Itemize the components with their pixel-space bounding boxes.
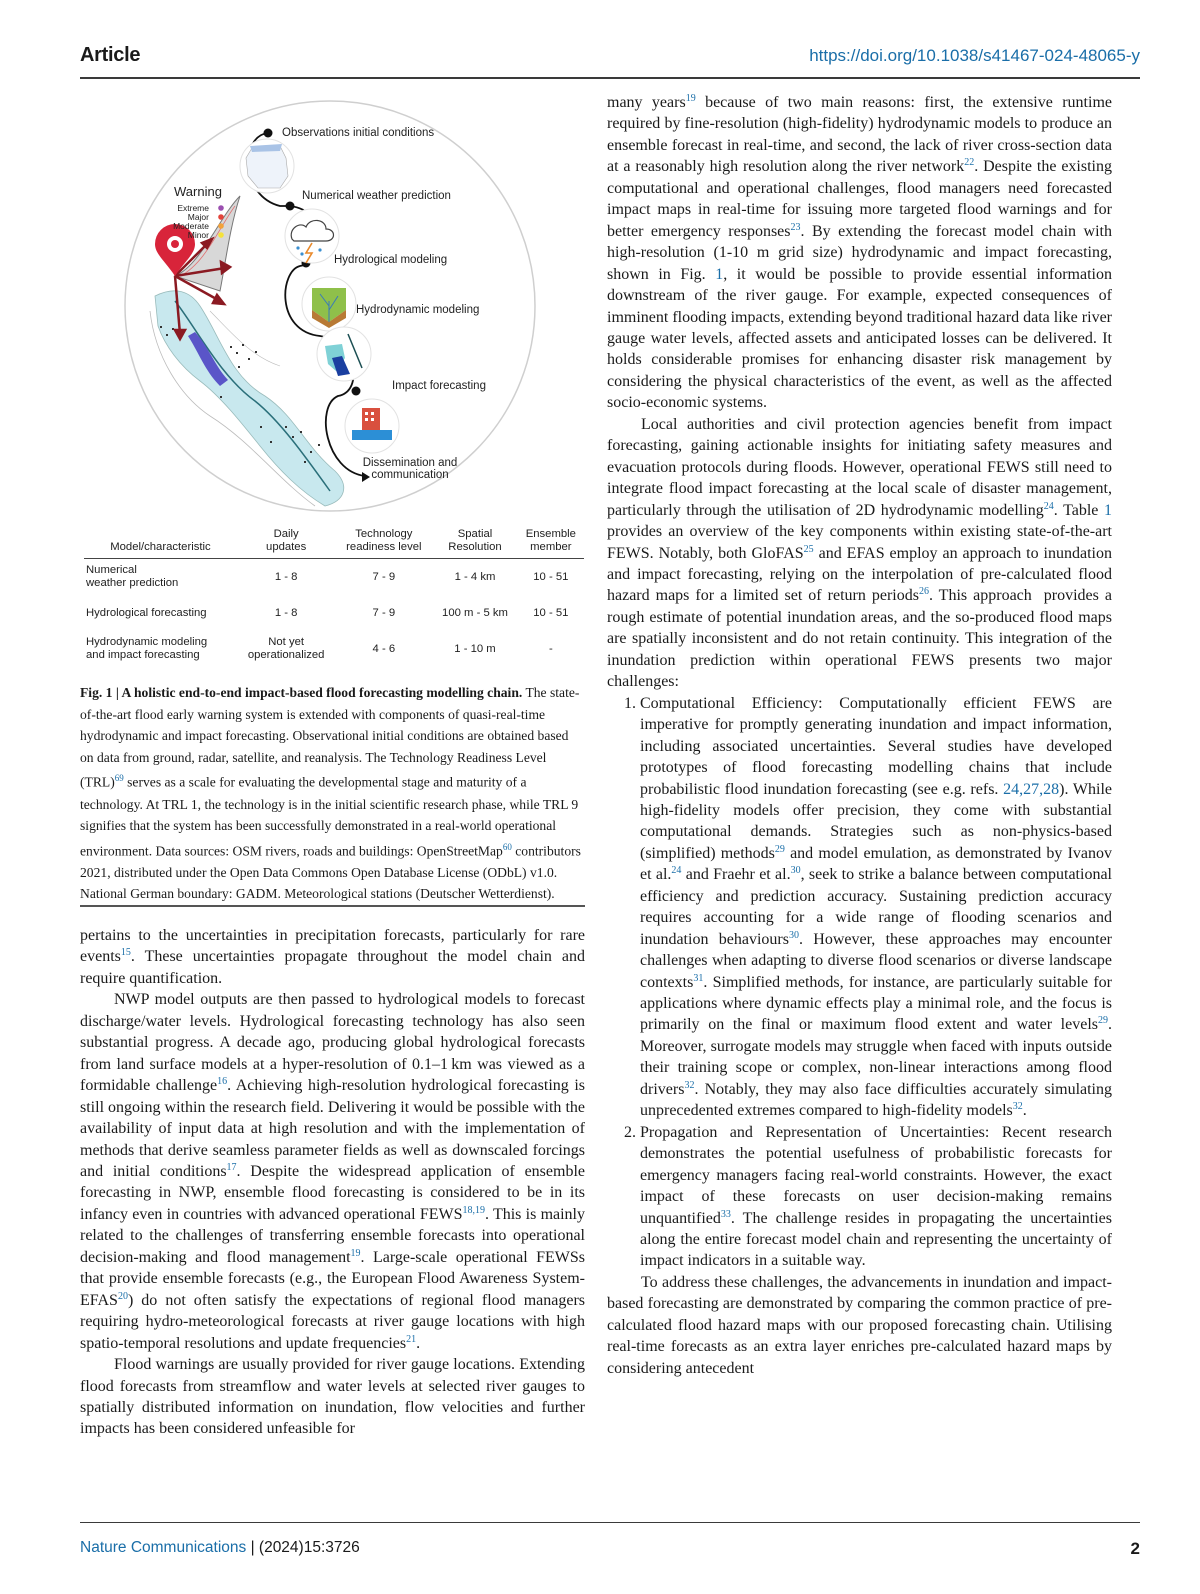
cell-ensemble: 10 - 51 — [533, 570, 569, 583]
list-item: 2. Propagation and Representation of Uncertainties: Recent research demonstrates the potential usefulness of probabilistic forecasts for emergency managers facing real-world constraints. However, the exact impact of these forecasts on user decision-making remains unquantified$^{33}$. The challenge resides in propagating the uncertainties along the entire forecast model chain and representing the uncertainty of impact indicators in a suitable way. — [640, 1122, 1112, 1272]
step-label-nwp: Numerical weather prediction — [302, 190, 451, 202]
page-header — [80, 44, 1140, 68]
step-label-impact: Impact forecasting — [392, 380, 486, 392]
footer-divider — [80, 1522, 1140, 1523]
table-row — [84, 631, 584, 667]
step-label-observations: Observations initial conditions — [282, 127, 435, 139]
citation-link[interactable]: 29 — [774, 843, 785, 855]
cell-ensemble: - — [548, 642, 553, 655]
chain-node-1-icon — [264, 129, 273, 138]
warning-level-minor: Minor — [187, 230, 209, 240]
table-link[interactable]: 1 — [1104, 501, 1113, 519]
doi-link[interactable]: https://doi.org/10.1038/s41467-024-48065-y — [809, 46, 1140, 65]
citation-link[interactable]: 32 — [684, 1079, 695, 1091]
left-column-body — [80, 925, 585, 1440]
warning-dot-extreme-icon — [218, 205, 224, 211]
journal-name-link[interactable]: Nature Communications — [80, 1539, 247, 1556]
cell-daily-updates: 1 - 8 — [274, 606, 298, 619]
warning-level-extreme: Extreme — [177, 203, 209, 213]
citation-link[interactable]: 60 — [502, 841, 512, 852]
citation-link[interactable]: 24 — [1043, 500, 1054, 512]
citation-link[interactable]: 15 — [120, 947, 131, 959]
citation-link[interactable]: 16 — [217, 1076, 228, 1088]
chain-node-5-icon — [352, 387, 361, 396]
header-divider — [80, 77, 1140, 79]
citation-link[interactable]: 31 — [693, 972, 704, 984]
figure-1-caption: Fig. 1 | A holistic end-to-end impact-based flood forecasting modelling chain. The state-of-the-art flood early warning system is extended with components of quasi-real-time hydrodynamic and impact forecasting. Observational initial conditions are obtained based on data from ground, radar, satellite, and reanalysis. The Technology Readiness Level (TRL)$^{69}$ serves as a scale for evaluating the developmental stage and maturity of a technology. At TRL 1, the technology is in the initial scientific research phase, while TRL 9 signifies that the system has been successfully demonstrated in a real-world operational environment. Data sources: OSM rivers, roads and buildings: OpenStreetMap$^{60}$ contributors 2021, distributed under the Open Data Commons Open Database License (ODbL) v1.0. National German boundary: GADM. Meteorological stations (Deutscher Wetterdienst). — [80, 685, 581, 902]
cell-trl: 7 - 9 — [372, 606, 396, 619]
list-item: 1. Computational Efficiency: Computationally efficient FEWS are imperative for promptly generating inundation and impact information, including associated uncertainties. Several studies have developed prototypes of flood forecasting modelling chains that include probabilistic flood inundation forecasting (see e.g. refs. 24,27,28). While high-fidelity models offer precision, they come with substantial computational demands. Strategies such as non-physics-based (simplified) methods$^{29}$ and model emulation, as demonstrated by Ivanov et al.$^{24}$ and Fraehr et al.$^{30}$, seek to strike a balance between computational efficiency and prediction accuracy. Sustaining prediction accuracy requires accounting for a wide range of flooding scenarios and inundation behaviours$^{30}$. However, these approaches may encounter challenges when adapting to diverse flood scenarios or diverse landscape contexts$^{31}$. Simplified methods, for instance, are particularly suitable for applications where dynamic effects play a minimal role, and the focus is primarily on the final or maximum flood extent and water levels$^{29}$. Moreover, surrogate models may struggle when faced with inputs outside their training scope or complex, non-linear interactions among flood drivers$^{32}$. Notably, they may also face difficulties accurately simulating unprecedented extremes compared to high-fidelity models$^{32}$. — [640, 693, 1112, 1122]
caption-divider — [80, 905, 585, 907]
citation-link[interactable]: 26 — [918, 586, 929, 598]
warning-dot-moderate-icon — [218, 223, 224, 229]
challenges-list — [607, 693, 1112, 1272]
cell-resolution: 1 - 4 km — [454, 570, 496, 583]
citation-link[interactable]: 69 — [114, 773, 124, 784]
citation-link[interactable]: 25 — [803, 543, 814, 555]
citation-link[interactable]: 24,27,28 — [1003, 780, 1060, 798]
paragraph: Flood warnings are usually provided for river gauge locations. Extending flood forecasts from streamflow and water levels at selected river gauges to spatially distributed information on inundation, flow velocities and further impacts has been considered unfeasible for — [80, 1356, 585, 1438]
page-footer — [80, 1539, 1140, 1559]
table-row — [84, 595, 584, 631]
citation-link[interactable]: 23 — [790, 221, 801, 233]
citation-link[interactable]: 30 — [790, 865, 801, 877]
figure-link[interactable]: 1 — [715, 265, 724, 283]
figure-1-illustration — [80, 96, 585, 521]
step-label-dissemination-2: communication — [371, 469, 449, 481]
figure-1-table — [84, 528, 584, 667]
warning-level-major: Major — [187, 212, 209, 222]
cell-model: Numerical weather prediction — [86, 564, 179, 589]
paragraph: NWP model outputs are then passed to hydrological models to forecast discharge/water levels. Hydrological forecasting technology has also seen substantial progress. A decade ago, producing global hydrological forecasts from land surface models at a hyper-resolution of 0.1–1 km was viewed as a formidable challenge$^{16}$. Achieving high-resolution hydrological forecasting is still ongoing within the research field. Delivering it would be possible with the availability of input data at high resolution and with the implementation of methods that derive seamless parameter fields as well as downscaled forcings and initial conditions$^{17}$. Despite the widespread application of ensemble forecasting in NWP, ensemble flood forecasting is considered to be in its infancy even in countries with advanced operational FEWS$^{18,19}$. This is mainly related to the challenges of transferring ensemble forecasts into operational decision-making and flood management$^{19}$. Large-scale operational FEWSs that provide ensemble forecasts (e.g., the European Flood Awareness System-EFAS$^{20}$) do not often satisfy the expectations of regional flood managers requiring hydro-meteorological forecasts at river gauge locations with high spatio-temporal resolutions and update frequencies$^{21}$. — [80, 991, 586, 1352]
col-header-model: Model/characteristic — [110, 541, 211, 553]
warning-legend-title: Warning — [174, 184, 222, 199]
step-label-hydrodynamic: Hydrodynamic modeling — [356, 304, 480, 316]
page-number: 2 — [1130, 1539, 1140, 1558]
cell-model: Hydrological forecasting — [86, 606, 207, 619]
step-label-hydrological: Hydrological modeling — [334, 254, 448, 266]
cell-trl: 7 - 9 — [372, 570, 396, 583]
article-label: Article — [80, 44, 141, 66]
citation-link[interactable]: 17 — [226, 1161, 237, 1173]
citation-link[interactable]: 29 — [1098, 1015, 1108, 1027]
step-label-dissemination-1: Dissemination and — [362, 457, 458, 469]
right-column-body — [607, 92, 1112, 1379]
citation-link[interactable]: 20 — [117, 1290, 128, 1302]
citation-link[interactable]: 21 — [406, 1333, 417, 1345]
citation-link[interactable]: 19 — [350, 1247, 361, 1259]
citation-link[interactable]: 19 — [685, 93, 696, 104]
cell-trl: 4 - 6 — [372, 642, 396, 655]
storm-cloud-icon — [285, 209, 339, 263]
cell-model: Hydrodynamic modeling and impact forecasting — [86, 636, 208, 661]
cell-resolution: 1 - 10 m — [454, 642, 496, 655]
warning-dot-major-icon — [218, 214, 224, 220]
paragraph: Local authorities and civil protection agencies benefit from impact forecasting, gaining actionable insights for initiating safety measures and evacuation protocols during floods. However, operational FEWS still need to integrate flood impact forecasting at the local scale of disaster management, particularly through the utilisation of 2D hydrodynamic modelling$^{24}$. Table 1 provides an overview of the key components within existing state-of-the-art FEWS. Notably, both GloFAS$^{25}$ and EFAS employ an approach to inundation and impact forecasting, relying on the interpolation of pre-calculated flood hazard maps for a limited set of return periods$^{26}$. This approach provides a rough estimate of potential inundation areas, and the so-produced flood maps are spatially inconsistent and do not retain continuity. This integration of the inundation prediction within operational FEWS presents two major challenges: — [607, 415, 1113, 691]
cell-resolution: 100 m - 5 km — [442, 606, 508, 619]
citation-link[interactable]: 32 — [1012, 1101, 1023, 1113]
chain-node-2-icon — [286, 202, 295, 211]
col-header-trl: Technology readiness level — [346, 528, 422, 553]
catchment-terrain-icon — [302, 277, 356, 331]
citation-link[interactable]: 30 — [788, 929, 799, 941]
paragraph: To address these challenges, the advancements in inundation and impact-based forecasting are demonstrated by comparing the common practice of pre-calculated flood hazard maps with our proposed forecasting chain. Utilising real-time forecasts as an extra layer enriches pre-calculated hazard maps by considering antecedent — [607, 1273, 1112, 1377]
paragraph: many years$^{19}$ because of two main reasons: first, the extensive runtime required by fine-resolution (high-fidelity) hydrodynamic models to produce an ensemble forecast in real-time, and second, the lack of river cross-section data at a reasonably high resolution along the river network$^{22}$. Despite the existing computational and operational challenges, flood managers need forecasted impact maps in real-time for issuing more targeted flood warnings and for better emergency responses$^{23}$. By extending the forecast model chain with high-resolution (1-10 m grid size) hydrodynamic and impact forecasting, shown in Fig. 1, it would be possible to provide essential information downstream of the river gauge. For example, expected consequences of imminent flooding impacts, extending beyond traditional hazard data like river gauge water levels, affected assets and anticipated losses can be delivered. It holds considerable promises for enhancing disaster risk management by considering the physical characteristics of the event, as well as the affected socio-economic systems. — [607, 93, 1112, 412]
caption-title: Fig. 1 | A holistic end-to-end impact-based flood forecasting modelling chain. — [80, 685, 523, 700]
table-header-row — [84, 528, 584, 559]
citation-link[interactable]: 33 — [720, 1208, 731, 1220]
footer-separator: | — [246, 1539, 259, 1556]
col-header-daily-updates: Daily updates — [266, 528, 307, 553]
germany-stations-map-icon — [240, 139, 294, 193]
cell-ensemble: 10 - 51 — [533, 606, 569, 619]
warning-level-moderate: Moderate — [173, 221, 209, 231]
paragraph: pertains to the uncertainties in precipitation forecasts, particularly for rare events$^{15}$. These uncertainties propagate throughout the model chain and require quantification. — [80, 927, 585, 987]
col-header-spatial-resolution: Spatial Resolution — [448, 528, 502, 553]
inundation-map-icon — [317, 327, 371, 381]
citation-link[interactable]: 22 — [964, 157, 975, 169]
warning-dot-minor-icon — [218, 232, 224, 238]
cell-daily-updates: Not yet operationalized — [247, 636, 325, 661]
flooded-building-icon — [345, 399, 399, 453]
col-header-ensemble: Ensemble member — [525, 528, 576, 553]
citation-link[interactable]: 24 — [671, 865, 682, 877]
citation-link[interactable]: 18,19 — [462, 1204, 485, 1216]
cell-daily-updates: 1 - 8 — [274, 570, 298, 583]
volume-info: (2024)15:3726 — [258, 1539, 360, 1556]
table-row — [84, 559, 584, 596]
